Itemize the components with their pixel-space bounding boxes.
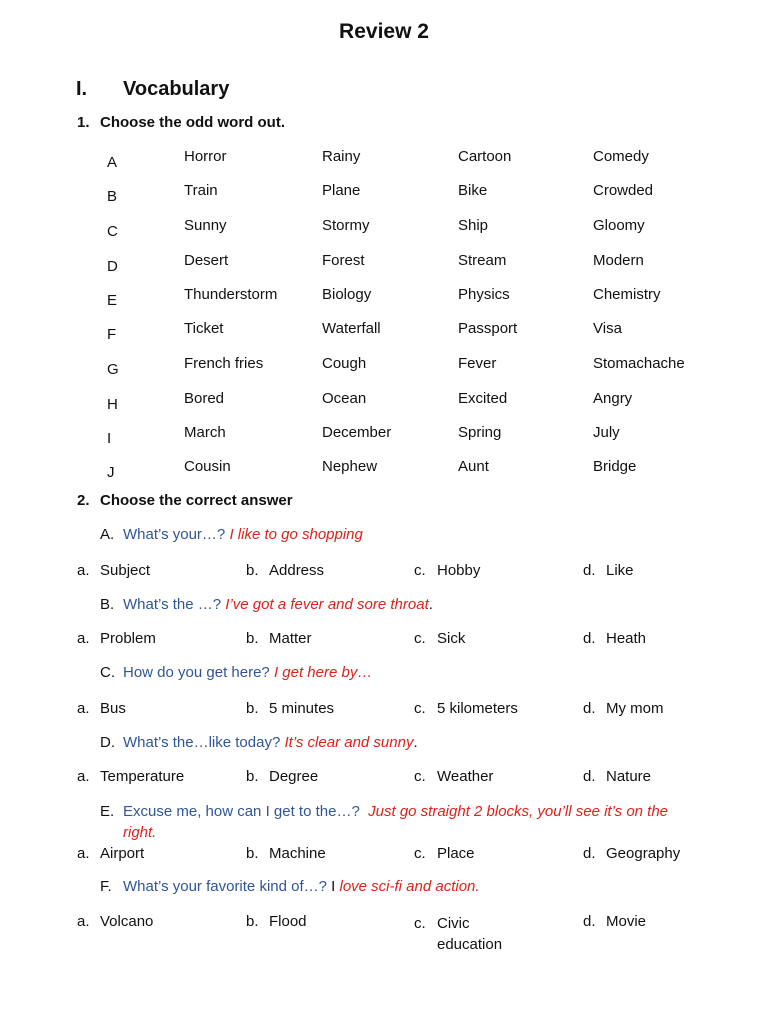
prompt-end: .	[428, 596, 433, 613]
mcq-prompt	[100, 596, 433, 613]
prompt-question: What’s your…?	[123, 526, 226, 543]
option[interactable]	[77, 768, 184, 785]
word-cell: Thunderstorm	[184, 286, 278, 303]
word-cell: Nephew	[322, 458, 378, 475]
prompt-label: F.	[100, 878, 112, 895]
word-cell: Excited	[458, 390, 508, 407]
option[interactable]	[77, 630, 156, 647]
question-number: 1.	[77, 114, 90, 131]
prompt-question: What’s the…like today?	[123, 734, 281, 751]
word-cell: French fries	[184, 355, 264, 372]
prompt-answer: Just go straight 2 blocks, you’ll see it’s on the right.	[123, 803, 669, 841]
page-title: Review 2	[339, 20, 429, 43]
option-text: Machine	[269, 845, 326, 862]
prompt-question: What’s the …?	[123, 596, 222, 613]
mcq-prompt	[100, 878, 480, 895]
option-text: Geography	[606, 845, 681, 862]
question-number: 2.	[77, 492, 90, 509]
row-letter: E	[107, 292, 118, 309]
word-cell: Stream	[458, 252, 507, 269]
option-text: Weather	[437, 768, 494, 785]
prompt-label: E.	[100, 803, 115, 820]
word-cell: Waterfall	[322, 320, 381, 337]
option-text: Civic education	[437, 915, 503, 953]
option[interactable]	[414, 630, 465, 647]
option-letter: a.	[77, 768, 90, 785]
option-letter: a.	[77, 845, 90, 862]
option-letter: b.	[246, 562, 259, 579]
option-letter: c.	[414, 845, 426, 862]
word-cell: Fever	[458, 355, 497, 372]
option-letter: a.	[77, 700, 90, 717]
option[interactable]	[246, 700, 334, 717]
option-letter: b.	[246, 768, 259, 785]
option-text: Temperature	[100, 768, 185, 785]
option-text: Problem	[100, 630, 156, 647]
mcq-prompt	[100, 526, 363, 543]
option[interactable]	[583, 630, 646, 647]
option-text: Volcano	[100, 913, 154, 930]
prompt-lead: I	[331, 878, 336, 895]
prompt-answer: I like to go shopping	[229, 526, 363, 543]
option-letter: c.	[414, 700, 426, 717]
prompt-answer: love sci-fi and action.	[339, 878, 480, 895]
question-label: Choose the odd word out.	[100, 114, 285, 131]
option[interactable]	[246, 562, 324, 579]
option[interactable]	[583, 768, 651, 785]
section-label: Vocabulary	[123, 78, 230, 100]
option[interactable]	[414, 768, 493, 785]
option-text: Place	[437, 845, 475, 862]
option-text: Airport	[100, 845, 145, 862]
row-letter: G	[107, 361, 119, 378]
word-cell: Forest	[322, 252, 365, 269]
option-text: Address	[269, 562, 325, 579]
row-letter: C	[107, 223, 118, 240]
word-cell: Stomachache	[593, 355, 685, 372]
option[interactable]	[246, 768, 318, 785]
row-letter: J	[107, 464, 115, 481]
option[interactable]	[414, 913, 534, 955]
option-text: My mom	[606, 700, 664, 717]
prompt-answer: I get here by…	[273, 664, 373, 681]
word-cell: Aunt	[458, 458, 489, 475]
prompt-label: B.	[100, 596, 115, 613]
option-letter: c.	[414, 915, 426, 932]
option[interactable]	[583, 845, 680, 862]
option-letter: b.	[246, 700, 259, 717]
prompt-label: A.	[100, 526, 115, 543]
word-cell: Bored	[184, 390, 225, 407]
word-cell: Comedy	[593, 148, 649, 165]
word-cell: Passport	[458, 320, 518, 337]
word-cell: Ticket	[184, 320, 224, 337]
option-text: Bus	[100, 700, 126, 717]
option-text: Like	[606, 562, 634, 579]
word-cell: Spring	[458, 424, 502, 441]
word-cell: Rainy	[322, 148, 361, 165]
word-cell: Sunny	[184, 217, 227, 234]
prompt-answer: I’ve got a fever and sore throat	[225, 596, 429, 613]
option-letter: c.	[414, 630, 426, 647]
option-letter: c.	[414, 768, 426, 785]
option-text: 5 kilometers	[437, 700, 518, 717]
option[interactable]	[414, 562, 480, 579]
mcq-prompt	[100, 664, 372, 681]
word-cell: July	[593, 424, 620, 441]
word-cell: Physics	[458, 286, 510, 303]
word-cell: Cough	[322, 355, 367, 372]
option-text: Sick	[437, 630, 466, 647]
option-letter: b.	[246, 845, 259, 862]
option-text: Flood	[269, 913, 307, 930]
prompt-question: What’s your favorite kind of…?	[123, 878, 327, 895]
option-letter: a.	[77, 630, 90, 647]
option-letter: d.	[583, 700, 596, 717]
word-cell: Visa	[593, 320, 622, 337]
option-text: Subject	[100, 562, 151, 579]
option[interactable]	[77, 845, 144, 862]
word-cell: December	[322, 424, 392, 441]
option[interactable]	[246, 913, 307, 930]
word-cell: Ocean	[322, 390, 367, 407]
row-letter: B	[107, 188, 118, 205]
option-letter: d.	[583, 913, 596, 930]
option[interactable]	[246, 630, 312, 647]
option-letter: d.	[583, 768, 596, 785]
option-text: Hobby	[437, 562, 481, 579]
prompt-answer: It’s clear and sunny	[284, 734, 414, 751]
option-text: 5 minutes	[269, 700, 335, 717]
word-cell: Horror	[184, 148, 227, 165]
option[interactable]	[583, 562, 634, 579]
option[interactable]	[246, 845, 326, 862]
word-cell: Stormy	[322, 217, 370, 234]
section-number: I.	[76, 78, 88, 100]
word-cell: Biology	[322, 286, 372, 303]
word-cell: Desert	[184, 252, 229, 269]
option-letter: b.	[246, 630, 259, 647]
option-text: Movie	[606, 913, 647, 930]
option[interactable]	[77, 562, 150, 579]
word-cell: Gloomy	[593, 217, 645, 234]
word-cell: Crowded	[593, 182, 654, 199]
prompt-label: D.	[100, 734, 115, 751]
mcq-prompt	[100, 801, 700, 843]
option-text: Degree	[269, 768, 319, 785]
word-cell: Bike	[458, 182, 488, 199]
option[interactable]	[583, 913, 646, 930]
prompt-label: C.	[100, 664, 115, 681]
question-1-heading	[77, 114, 285, 131]
prompt-question: Excuse me, how can I get to the…?	[123, 803, 360, 820]
option-letter: a.	[77, 913, 90, 930]
option-text: Matter	[269, 630, 312, 647]
row-letter: D	[107, 258, 118, 275]
section-heading	[76, 78, 229, 101]
option-text: Heath	[606, 630, 647, 647]
row-letter: F	[107, 326, 117, 343]
word-cell: Cartoon	[458, 148, 512, 165]
option-letter: d.	[583, 562, 596, 579]
option[interactable]	[77, 913, 153, 930]
word-cell: March	[184, 424, 226, 441]
option[interactable]	[414, 700, 518, 717]
word-cell: Modern	[593, 252, 644, 269]
row-letter: A	[107, 154, 118, 171]
word-cell: Train	[184, 182, 218, 199]
row-letter: H	[107, 396, 118, 413]
word-cell: Plane	[322, 182, 361, 199]
option-text: Nature	[606, 768, 652, 785]
option[interactable]	[77, 700, 126, 717]
option-letter: a.	[77, 562, 90, 579]
word-cell: Chemistry	[593, 286, 661, 303]
option-letter: d.	[583, 845, 596, 862]
option-letter: b.	[246, 913, 259, 930]
question-label: Choose the correct answer	[100, 492, 293, 509]
mcq-prompt	[100, 734, 418, 751]
word-cell: Angry	[593, 390, 633, 407]
word-cell: Cousin	[184, 458, 231, 475]
prompt-end: .	[413, 734, 418, 751]
question-2-heading	[77, 492, 293, 509]
option-letter: c.	[414, 562, 426, 579]
word-cell: Ship	[458, 217, 489, 234]
option[interactable]	[414, 845, 475, 862]
option-letter: d.	[583, 630, 596, 647]
word-cell: Bridge	[593, 458, 637, 475]
option[interactable]	[583, 700, 664, 717]
row-letter: I	[107, 430, 112, 447]
prompt-question: How do you get here?	[123, 664, 270, 681]
